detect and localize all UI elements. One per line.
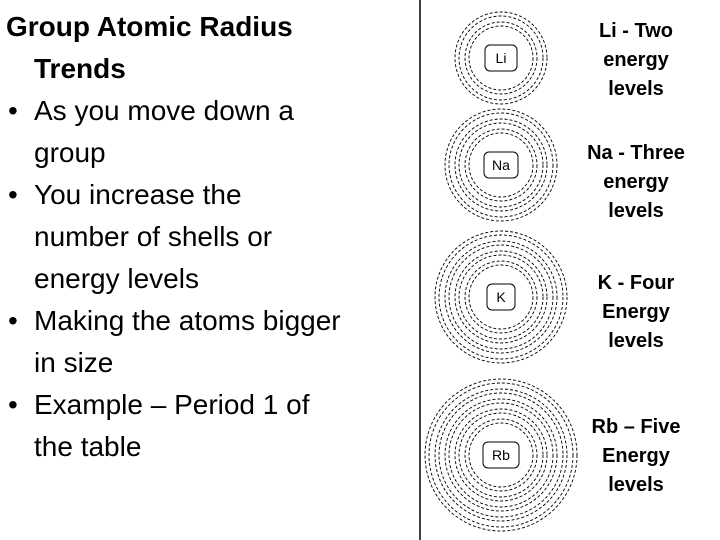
title-line-2: Trends (34, 53, 126, 84)
bullet-line: number of shells or (34, 221, 273, 252)
bullet-dot: • (8, 305, 18, 336)
bullet-line: As you move down a (34, 95, 294, 126)
nucleus-symbol: Li (495, 50, 507, 66)
atom-label-li: Li - Two energy levels (598, 20, 674, 100)
bullet-line: in size (34, 347, 114, 378)
bullet-dot: • (8, 179, 18, 210)
atom-k (435, 231, 567, 363)
bullet-dot: • (8, 95, 18, 126)
bullet-line: Making the atoms bigger (34, 305, 341, 336)
atom-li (455, 12, 547, 104)
bullet-dot: • (8, 389, 18, 420)
atoms-group (425, 12, 577, 531)
atom-label-k: K - Four Energy levels (597, 272, 675, 352)
bullet-line: You increase the (34, 179, 242, 210)
atom-label-na: Na - Three energy levels (587, 142, 685, 222)
atom-na (445, 109, 557, 221)
nucleus-symbol: K (496, 289, 506, 305)
bullet-line: Example – Period 1 of (34, 389, 310, 420)
bullet-line: group (34, 137, 106, 168)
atom-label-rb: Rb – Five Energy levels (591, 416, 681, 496)
bullet-line: energy levels (34, 263, 199, 294)
atom-rb (425, 379, 577, 531)
nucleus-symbol: Rb (492, 447, 510, 463)
bullet-line: the table (34, 431, 142, 462)
nucleus-symbol: Na (492, 157, 510, 173)
title-line-1: Group Atomic Radius (6, 11, 293, 42)
